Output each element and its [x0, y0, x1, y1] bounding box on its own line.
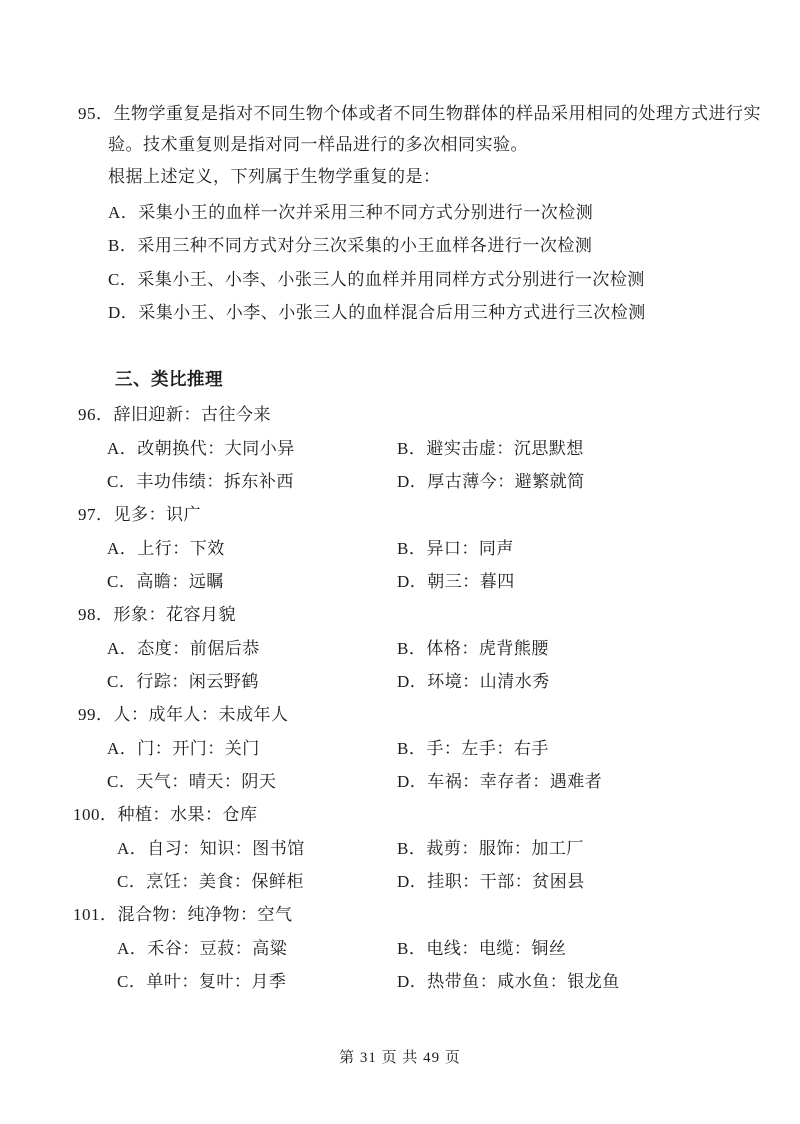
question-96-option-d: D．厚古薄今：避繁就简 — [397, 472, 585, 491]
question-99-option-d: D．车祸：幸存者：遇难者 — [397, 772, 603, 791]
section-header-analogy-reasoning: 三、类比推理 — [115, 369, 223, 389]
question-100-option-d: D．挂职：干部：贫困县 — [397, 872, 585, 891]
question-95-stem-text-1: 生物学重复是指对不同生物个体或者不同生物群体的样品采用相同的处理方式进行实 — [113, 104, 761, 123]
question-98-option-b: B．体格：虎背熊腰 — [397, 639, 549, 658]
question-95-number: 95． — [78, 104, 114, 123]
question-101-option-b: B．电线：电缆：铜丝 — [397, 939, 567, 958]
question-100-stem-text: 种植：水果：仓库 — [117, 805, 258, 824]
question-100-option-b: B．裁剪：服饰：加工厂 — [397, 839, 584, 858]
question-98-option-c: C．行踪：闲云野鹤 — [107, 672, 259, 691]
question-100-option-c: C．烹饪：美食：保鲜柜 — [117, 872, 304, 891]
question-101-stem — [73, 904, 293, 925]
page-footer: 第 31 页 共 49 页 — [339, 1050, 461, 1066]
question-95-option-d: D．采集小王、小李、小张三人的血样混合后用三种方式进行三次检测 — [108, 303, 646, 322]
question-99-stem — [78, 704, 289, 725]
question-99-option-b: B．手：左手：右手 — [397, 739, 549, 758]
question-99-number: 99． — [78, 705, 114, 724]
question-98-number: 98． — [78, 605, 114, 624]
question-97-stem-text: 见多：识广 — [113, 505, 201, 524]
question-96-option-c: C．丰功伟绩：拆东补西 — [107, 472, 294, 491]
question-100-number: 100． — [73, 805, 118, 824]
question-97-option-d: D．朝三：暮四 — [397, 572, 515, 591]
question-101-option-a: A．禾谷：豆菽：高粱 — [117, 939, 288, 958]
question-101-number: 101． — [73, 905, 118, 924]
question-95-prompt: 根据上述定义，下列属于生物学重复的是： — [108, 167, 441, 186]
question-97-option-a: A．上行：下效 — [107, 539, 225, 558]
question-99-option-c: C．天气：晴天：阴天 — [107, 772, 277, 791]
question-96-stem — [78, 404, 271, 425]
question-96-number: 96． — [78, 405, 114, 424]
question-98-option-a: A．态度：前倨后恭 — [107, 639, 260, 658]
question-95-stem-line-2: 验。技术重复则是指对同一样品进行的多次相同实验。 — [108, 135, 528, 154]
question-98-option-d: D．环境：山清水秀 — [397, 672, 550, 691]
question-96-option-a: A．改朝换代：大同小异 — [107, 439, 295, 458]
question-97-stem — [78, 504, 201, 525]
question-100-option-a: A．自习：知识：图书馆 — [117, 839, 305, 858]
question-95-stem-line-1 — [78, 103, 761, 124]
question-99-option-a: A．门：开门：关门 — [107, 739, 260, 758]
question-95-option-b: B．采用三种不同方式对分三次采集的小王血样各进行一次检测 — [108, 236, 593, 255]
question-98-stem — [78, 604, 236, 625]
question-101-option-c: C．单叶：复叶：月季 — [117, 972, 287, 991]
question-95-option-a: A．采集小王的血样一次并采用三种不同方式分别进行一次检测 — [108, 203, 594, 222]
question-100-stem — [73, 804, 258, 825]
question-95-option-c: C．采集小王、小李、小张三人的血样并用同样方式分别进行一次检测 — [108, 270, 645, 289]
question-98-stem-text: 形象：花容月貌 — [113, 605, 236, 624]
question-96-option-b: B．避实击虚：沉思默想 — [397, 439, 584, 458]
question-97-number: 97． — [78, 505, 114, 524]
question-99-stem-text: 人：成年人：未成年人 — [113, 705, 289, 724]
question-97-option-b: B．异口：同声 — [397, 539, 514, 558]
question-101-stem-text: 混合物：纯净物：空气 — [117, 905, 293, 924]
question-97-option-c: C．高瞻：远瞩 — [107, 572, 224, 591]
question-96-stem-text: 辞旧迎新：古往今来 — [113, 405, 271, 424]
question-101-option-d: D．热带鱼：咸水鱼：银龙鱼 — [397, 972, 620, 991]
